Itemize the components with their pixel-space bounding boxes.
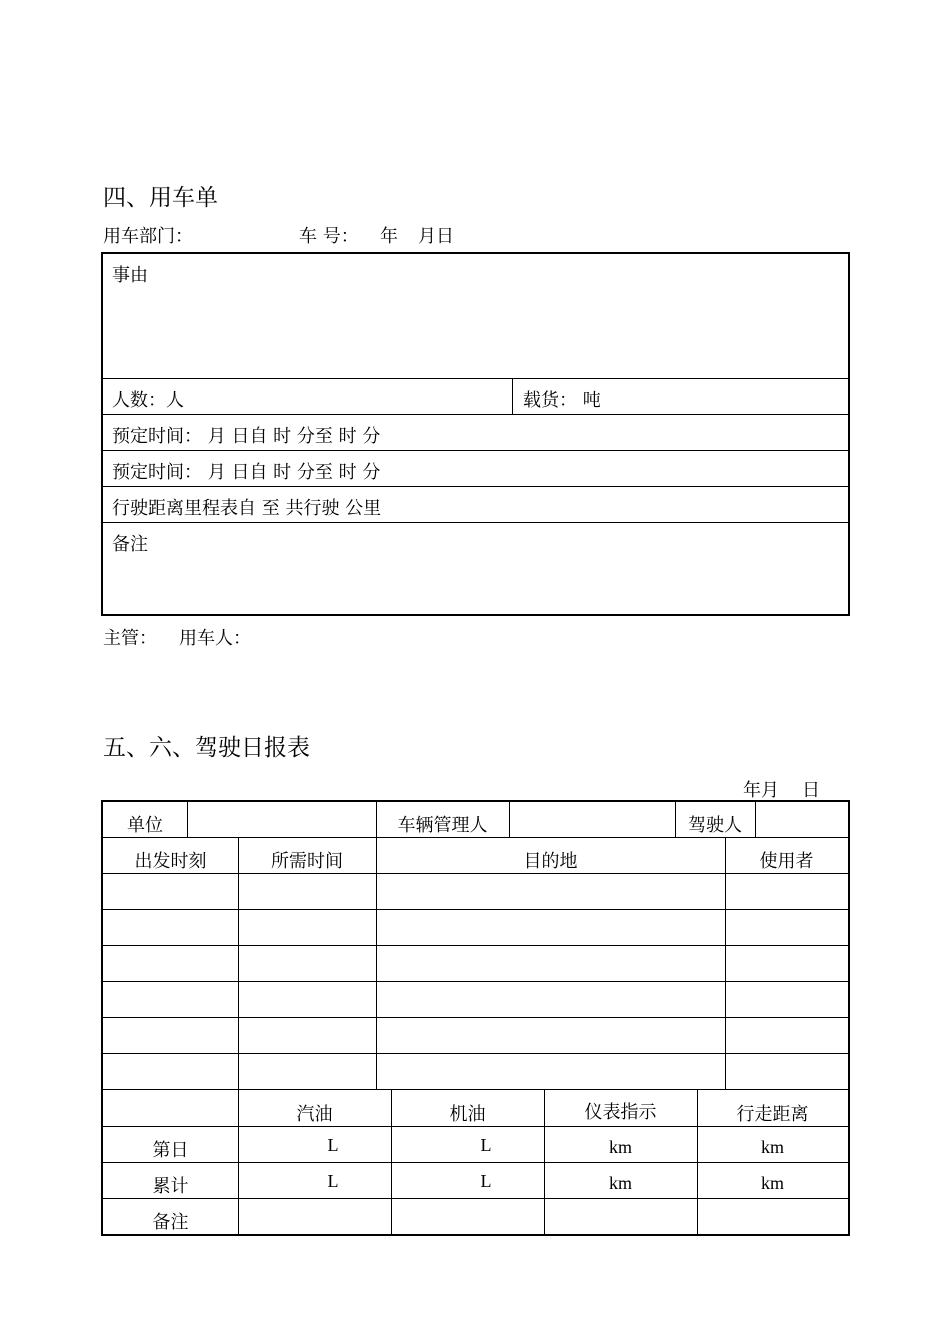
date-year-month: 年月 xyxy=(743,780,779,801)
row-divider xyxy=(103,1089,848,1090)
unit-label: 单位 xyxy=(127,815,163,836)
col-divider xyxy=(376,837,377,1089)
scheduled-time-2: 预定时间： 月 日自 时 分至 时 分 xyxy=(112,462,381,483)
section4-title: 四、用车单 xyxy=(103,185,218,211)
divider xyxy=(512,378,513,414)
col-user: 使用者 xyxy=(759,851,814,872)
divider xyxy=(103,450,848,451)
col-divider xyxy=(755,802,756,837)
distance-label: 行驶距离里程表自 至 共行驶 公里 xyxy=(112,498,382,519)
month-day-label: 月日 xyxy=(418,226,454,247)
row-divider xyxy=(103,1162,848,1163)
date-day: 日 xyxy=(802,780,820,801)
scheduled-time-1: 预定时间： 月 日自 时 分至 时 分 xyxy=(112,426,381,447)
row-divider xyxy=(103,1053,848,1054)
divider xyxy=(103,522,848,523)
col-divider xyxy=(725,837,726,1089)
user-label: 用车人： xyxy=(179,628,251,649)
section5-title: 五、六、驾驶日报表 xyxy=(103,735,310,761)
cumulative-oil-unit: L xyxy=(480,1171,492,1191)
row-divider xyxy=(103,981,848,982)
row-divider xyxy=(103,837,848,838)
car-no-label: 车 号： xyxy=(299,226,359,247)
divider xyxy=(103,414,848,415)
divider xyxy=(103,486,848,487)
cumulative-row-label: 累计 xyxy=(152,1176,189,1197)
dept-label: 用车部门： xyxy=(103,226,193,247)
vehicle-request-form xyxy=(101,252,850,616)
row-divider xyxy=(103,1017,848,1018)
remarks-label: 备注 xyxy=(112,534,148,555)
col-departure-time: 出发时刻 xyxy=(134,851,207,872)
row-divider xyxy=(103,873,848,874)
engine-oil-header: 机油 xyxy=(449,1104,486,1125)
col-divider xyxy=(238,837,239,1089)
year-label: 年 xyxy=(380,226,398,247)
distance-traveled-header: 行走距离 xyxy=(736,1104,809,1125)
row-divider xyxy=(103,945,848,946)
supervisor-label: 主管： xyxy=(103,628,157,649)
people-label: 人数：人 xyxy=(112,390,184,411)
daily-gasoline-unit: L xyxy=(327,1135,339,1155)
row-divider xyxy=(103,909,848,910)
daily-distance-unit: km xyxy=(760,1137,784,1157)
daily-meter-unit: km xyxy=(608,1137,632,1157)
meter-reading-header: 仪表指示 xyxy=(584,1102,657,1123)
divider xyxy=(103,378,848,379)
remarks-row-label: 备注 xyxy=(152,1212,189,1233)
col-divider xyxy=(187,802,188,837)
col-destination: 目的地 xyxy=(523,851,578,872)
reason-label: 事由 xyxy=(112,265,148,286)
col-divider xyxy=(509,802,510,837)
cumulative-gasoline-unit: L xyxy=(327,1171,339,1191)
driver-label: 驾驶人 xyxy=(688,815,742,836)
row-divider xyxy=(103,1126,848,1127)
vehicle-manager-label: 车辆管理人 xyxy=(397,815,488,836)
row-divider xyxy=(103,1198,848,1199)
daily-oil-unit: L xyxy=(480,1135,492,1155)
cargo-label: 载货： 吨 xyxy=(523,390,601,411)
gasoline-header: 汽油 xyxy=(296,1104,333,1125)
cumulative-meter-unit: km xyxy=(608,1173,632,1193)
col-duration: 所需时间 xyxy=(271,851,343,872)
daily-row-label: 第日 xyxy=(152,1140,189,1161)
cumulative-distance-unit: km xyxy=(760,1173,784,1193)
driving-daily-report-table xyxy=(101,800,850,1236)
